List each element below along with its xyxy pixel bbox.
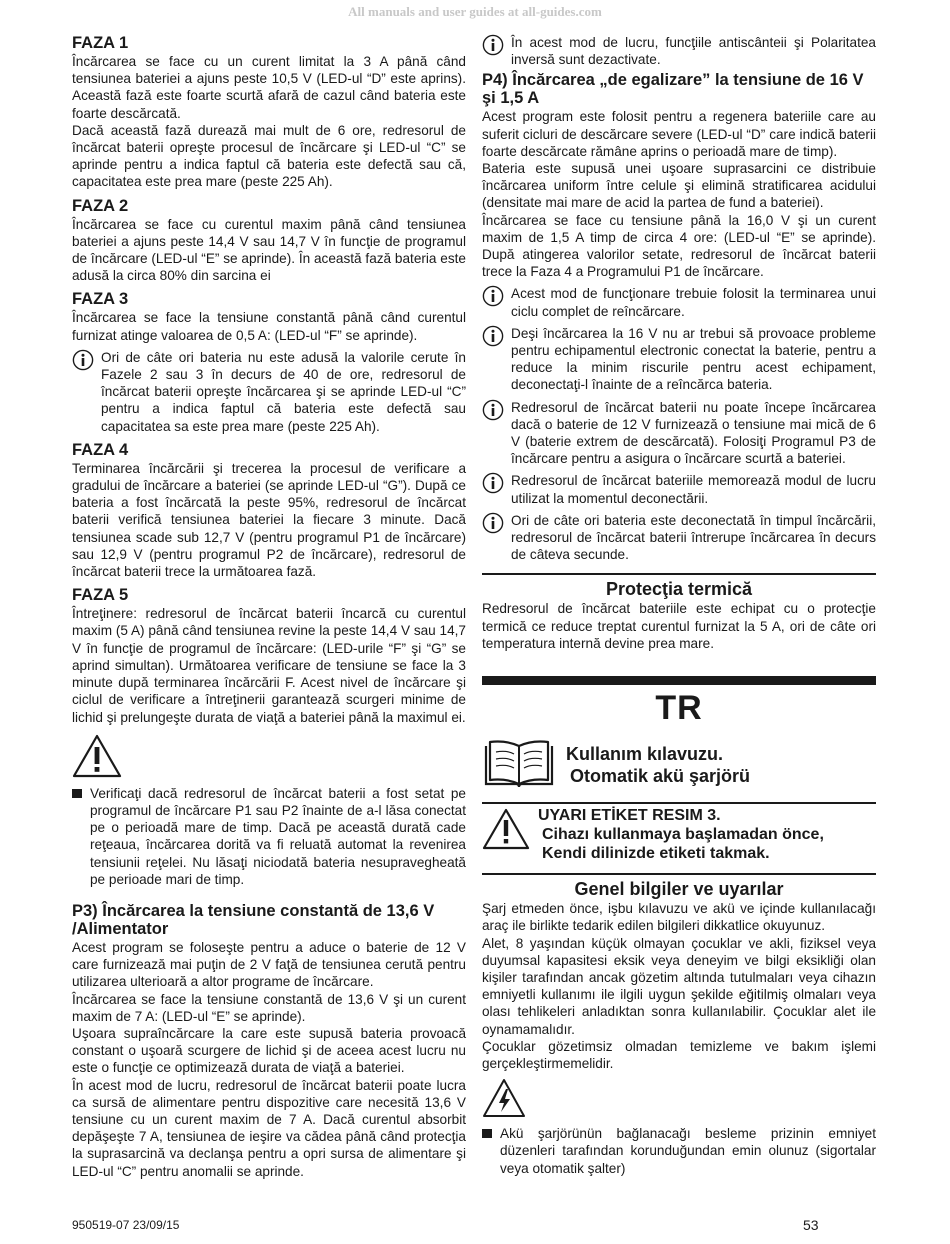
note-4-text: Redresorul de încărcat bateriile memorează modul de lucru utilizat la momentul deconectării. (511, 473, 876, 506)
note-2 (482, 325, 876, 394)
p4-paragraph-2: Bateria este supusă unei uşoare suprasarcini ce distribuie încărcarea uniform între celule şi elimină stratificarea acidului (densitate mai mare de acid la partea de fund a bateriei). (482, 161, 876, 211)
p4-title: P4) Încărcarea „de egalizare” la tensiune de 16 V şi 1,5 A (482, 71, 864, 108)
faza3-note (72, 349, 466, 435)
watermark: All manuals and user guides at all-guides.com (348, 4, 602, 19)
note-3-text: Redresorul de încărcat baterii nu poate începe încărcarea dacă o baterie de 12 V furnizează o tensiune mai mică de 6 V (baterie extrem de descărcată). Folosiţi Programul P3 de încărcare pentru a asigura o încărcare scurtă a bateriei. (511, 399, 876, 467)
note-1-text: Acest mod de funcţionare trebuie folosit la terminarea unui ciclu complet de reîncărcare. (511, 286, 876, 319)
document-code: 950519-07 23/09/15 (72, 1218, 180, 1232)
p3-paragraph-2: Încărcarea se face la tensiune constantă de 13,6 V şi un curent maxim de 7 A: (LED-ul “E” se aprinde). (72, 991, 466, 1024)
note-5-text: Ori de câte ori bateria este deconectată în timpul încărcării, redresorul de încărcat baterii întrerupe încărcarea în decurs de câteva secunde. (511, 512, 876, 563)
page-number: 53 (803, 1217, 819, 1233)
language-code: TR (655, 689, 703, 728)
manual-title-line-1: Kullanım kılavuzu. (566, 744, 724, 765)
warning-block (72, 734, 466, 888)
faza5-title: FAZA 5 (72, 586, 129, 605)
thermal-title: Protecţia termică (482, 573, 876, 600)
thermal-paragraph: Redresorul de încărcat bateriile este echipat cu o protecţie termică ce reduce treptat curentul furnizat la 5 A, ori de câte ori temperatura internă devine prea mare. (482, 601, 876, 651)
manual-header (482, 738, 876, 792)
info-icon (72, 349, 94, 371)
p3-section (72, 902, 466, 1180)
warning-label-block (482, 802, 876, 863)
warning-label-text (538, 806, 824, 863)
note-4 (482, 472, 876, 506)
p3-paragraph-3: Uşoara supraîncărcare la care este supusă bateria provoacă constant o uşoară scurgere de lichid şi de aceea acest lucru nu este o funcţie ce optimizează durata de viaţă a bateriei. (72, 1025, 466, 1076)
info-icon (482, 512, 504, 534)
faza3-section (72, 290, 466, 434)
p4-section (482, 71, 876, 280)
note-5 (482, 512, 876, 564)
right-column (482, 34, 876, 1177)
p3-paragraph-4: În acest mod de lucru, redresorul de încărcat baterii poate lucra ca sursă de alimentare pentru dispozitive care necesită 13,6 V tensiune cu un curent maxim de 7 A. Dacă curentul absorbit depăşeşte 7 A, tensiunea de ieşire va cădea până când protecţia la suprasarcină va declanşa pentru a opri sursa de alimentare şi LED-ul “C” pentru anomalii se aprinde. (72, 1077, 466, 1179)
general-paragraph-3: Çocuklar gözetimsiz olmadan temizleme ve bakım işlemi gerçekleştirmemelidir. (482, 1038, 876, 1071)
p3-paragraph-1: Acest program se foloseşte pentru a aduce o baterie de 12 V care furnizează mai puţin de 2 V faţă de tensiunea cerută pentru utilizarea ulterioară a altor programe de încărcare. (72, 939, 466, 990)
electric-bullet (482, 1125, 876, 1177)
p4-paragraph-3: Încărcarea se face cu tensiune până la 16,0 V şi un curent maxim de 1,5 A timp de circa 4 ore: (LED-ul “E” se aprinde). După atingerea valorilor setate, redresorul de încărcat baterii trece la Faza 4 a Programului P1 de încărcare. (482, 212, 876, 280)
faza3-paragraph: Încărcarea se face la tensiune constantă până când curentul furnizat atinge valoarea de 0,5 A: (LED-ul “F” se aprinde). (72, 310, 466, 343)
info-icon (482, 285, 504, 307)
bullet-square-icon (482, 1129, 492, 1138)
faza3-title: FAZA 3 (72, 290, 129, 309)
note-2-text: Deşi încărcarea la 16 V nu ar trebui să provoace probleme pentru echipamentul electronic conectat la baterie, pentru a reduce la minim riscurile pentru acest echipament, deconectaţi-l înainte de a reîncărca bateria. (511, 325, 876, 393)
warning-bullet-text: Verificaţi dacă redresorul de încărcat baterii a fost setat pe programul de încărcare P1 sau P2 înainte de a-l lăsa conectat pe o perioadă mare de timp. Dacă pe această durată cade reţeaua, încărcarea dorită va fi reluată automat la revenirea tensiunii reţelei. Nu lăsaţi niciodată bateria nesupravegheată pe perioade mari de timp. (90, 785, 466, 887)
faza2-section (72, 197, 466, 285)
faza4-paragraph: Terminarea încărcării şi trecerea la procesul de verificare a gradului de încărcare a bateriei (se aprinde LED-ul “G”). După ce bateria a fost încărcată la peste 95%, redresorul de încărcat baterii verifică tensiunea bateriei la fiecare 3 minute. Dacă tensiunea scade sub 12,7 V (pentru programul P1 de încărcare) sau 12,9 V (pentru programul P2 de încărcare), redresorul de încărcat baterii trece la următoarea fază. (72, 460, 466, 580)
electric-warning-block (482, 1078, 876, 1177)
general-paragraph-1: Şarj etmeden önce, işbu kılavuzu ve akü ve içinde kullanılacağı araç ile birlikte tedarik edilen bilgileri dikkatlice okuyunuz. (482, 901, 876, 934)
faza2-title: FAZA 2 (72, 196, 129, 215)
faza4-section (72, 441, 466, 580)
note-top (482, 34, 876, 68)
warning-label-line-1: UYARI ETİKET RESIM 3. (538, 807, 721, 825)
p3-title: P3) Încărcarea la tensiune constantă de 13,6 V /Alimentator (72, 901, 435, 938)
warning-triangle-icon (482, 808, 530, 850)
language-divider-bar (482, 676, 876, 685)
info-icon (482, 472, 504, 494)
faza1-title: FAZA 1 (72, 34, 129, 52)
faza4-title: FAZA 4 (72, 440, 129, 459)
info-icon (482, 399, 504, 421)
general-paragraph-2: Alet, 8 yaşından küçük olmayan çocuklar ve akli, fiziksel veya duyumsal kapasitesi eksik veya deneyim ve bilgi eksikliği olan kişiler tarafından ancak gözetim altında tutulmaları veya cihazın emniyetli kullanımı ile ilgili uygun şekilde eğitilmiş olmaları veya olası tehlikeleri anladıktan sonra kullanılabilir. Çocuklar alet ile oynamamalıdır. (482, 935, 876, 1037)
note-1 (482, 285, 876, 319)
bullet-square-icon (72, 789, 82, 798)
electric-hazard-icon (482, 1078, 526, 1118)
info-icon (482, 325, 504, 347)
warning-label-line-3: Kendi dilinizde etiketi takmak. (542, 845, 770, 863)
electric-bullet-text: Akü şarjörünün bağlanacağı besleme prizinin emniyet düzenleri tarafından korunduğundan emin olunuz (sigortalar veya otomatik şalter) (500, 1126, 876, 1176)
note-top-text: În acest mod de lucru, funcţiile antiscânteii şi Polaritatea inversă sunt dezactivate. (511, 35, 876, 68)
faza2-paragraph: Încărcarea se face cu curentul maxim până când tensiunea bateriei a ajuns peste 14,4 V sau 14,7 V în funcţie de programul de încărcare (LED-ul “E” se aprinde). În această fază bateria este adusă la circa 80% din sarcina ei (72, 216, 466, 284)
p4-paragraph-1: Acest program este folosit pentru a regenera bateriile care au suferit cicluri de descărcare severe (LED-ul “D” care indică baterii foarte descărcate rămâne aprins o perioadă mare de timp). (482, 109, 876, 159)
warning-triangle-icon (72, 734, 122, 778)
left-column (72, 34, 466, 1180)
general-title: Genel bilgiler ve uyarılar (482, 873, 876, 900)
faza3-note-text: Ori de câte ori bateria nu este adusă la valorile cerute în Fazele 2 sau 3 în decurs de 40 de ore, redresorul de încărcat baterii opreşte încărcarea şi se aprinde LED-ul “C” pentru a indica faptul că bateria este defectă sau capacitatea sa este prea mare (peste 225 Ah). (101, 349, 466, 434)
faza1-paragraph-2: Dacă această fază durează mai mult de 6 ore, redresorul de încărcat baterii opreşte procesul de încărcare şi LED-ul “C” se aprinde pentru a indica faptul că bateria este defectă sau că, capacitatea este prea mare (peste 225 Ah). (72, 122, 466, 190)
faza1-section (72, 34, 466, 191)
faza1-paragraph-1: Încărcarea se face cu un curent limitat la 3 A până când tensiunea bateriei a ajuns peste 10,5 V (LED-ul “D” este aprins). Această fază este foarte scurtă afară de cazul când bateria este foarte descărcată. (72, 54, 466, 121)
faza5-section (72, 586, 466, 725)
manual-title (566, 743, 750, 787)
warning-bullet (72, 785, 466, 888)
faza5-paragraph: Întreţinere: redresorul de încărcat baterii încarcă cu curentul maxim (5 A) până când tensiunea revine la peste 14,4 V sau 14,7 V în funcţie de programul de încărcare: (LED-urile “F” şi “G” se aprind simultan). Următoarea verificare de tensiune se face la 3 minute după terminarea încărcării F. Acest nivel de încărcare şi ciclul de verificare a întreţinerii garantează scurgeri minime de lichid şi prelungeşte durata de viaţă a bateriei până la maximul ei. (72, 606, 466, 725)
note-3 (482, 399, 876, 468)
open-book-icon (482, 738, 556, 792)
info-icon (482, 34, 504, 56)
warning-label-line-2: Cihazı kullanmaya başlamadan önce, (542, 826, 824, 844)
manual-title-line-2: Otomatik akü şarjörü (570, 766, 751, 787)
